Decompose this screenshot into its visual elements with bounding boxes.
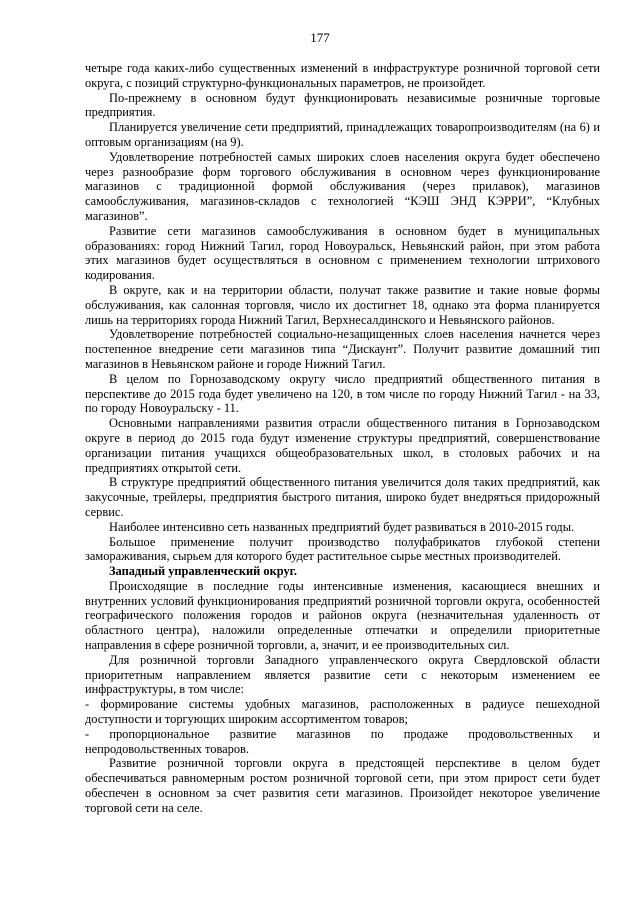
paragraph: В целом по Горнозаводскому округу число предприятий общественного питания в перспективе до 2015 года будет увеличено на 120, в том числе по городу Нижний Тагил - на 33, по городу Новоуральску - 11. [85,371,600,416]
page-number: 177 [310,30,330,45]
section-heading: Западный управленческий округ. [109,564,297,579]
paragraph: Планируется увеличение сети предприятий, принадлежащих товаропроизводителям (на 6) и оптовым организациям (на 9). [85,120,600,149]
paragraph: Удовлетворение потребностей самых широких слоев населения округа будет обеспечено через разнообразие форм торгового обслуживания в основном через функционирование магазинов с традиционной формой обслуживания (через прилавок), магазинов самообслуживания, магазинов-складов с технологией “КЭШ ЭНД КЭРРИ”, “Клубных магазинов”. [85,149,600,223]
paragraph: Большое применение получит производство полуфабрикатов глубокой степени замораживания, сырьем для которого будет растительное сырье местных производителей. [85,534,600,564]
paragraph: Развитие розничной торговли округа в предстоящей перспективе в целом будет обеспечиваться равномерным ростом розничной торговой сети, при этом прирост сети будет обеспечен в основном за счет развития сети магазинов. Произойдет некоторое увеличение торговой сети на селе. [85,756,600,815]
paragraph: четыре года каких-либо существенных изменений в инфраструктуре розничной торговой сети округа, с позиций структурно-функциональных параметров, не произойдет. [85,61,600,90]
list-item: - формирование системы удобных магазинов, расположенных в радиусе пешеходной доступности и торгующих широким ассортиментом товаров; [85,697,600,727]
paragraph: В округе, как и на территории области, получат также развитие и такие новые формы обслуживания, как салонная торговля, число их достигнет 18, однако эта форма планируется лишь на территориях города Нижний Тагил, Верхнесалдинского и Невьянского районов. [85,282,600,327]
paragraph: Наиболее интенсивно сеть названных предприятий будет развиваться в 2010-2015 годы. [109,519,575,534]
paragraph: По-прежнему в основном будут функционировать независимые розничные торговые предприятия. [85,90,600,120]
paragraph: Происходящие в последние годы интенсивные изменения, касающиеся внешних и внутренних условий функционирования предприятий розничной торговли округа, особенностей географического положения городов и районов округа (незначительная удаленность от областного центра), наложили определенные отпечатки и определили приоритетные направления в сфере розничной торговли, а, значит, и ее производительных сил. [85,578,600,653]
list-item: - пропорциональное развитие магазинов по продаже продовольственных и непродовольственных товаров. [85,726,600,756]
paragraph: Для розничной торговли Западного управленческого округа Свердловской области приоритетным направлением является развитие сети с некоторым изменением ее инфраструктуры, в том числе: [85,652,600,697]
paragraph: Удовлетворение потребностей социально-незащищенных слоев населения начнется через постепенное внедрение сети магазинов типа “Дискаунт”. Получит развитие домашний тип магазинов в Невьянском районе и городе Нижний Тагил. [85,327,600,371]
paragraph: Развитие сети магазинов самообслуживания в основном будет в муниципальных образованиях: город Нижний Тагил, город Новоуральск, Невьянский район, при этом работа этих магазинов будет осуществляться в основном с применением технологии штрихового кодирования. [85,223,600,283]
paragraph: В структуре предприятий общественного питания увеличится доля таких предприятий, как закусочные, трейлеры, предприятия быстрого питания, широко будет внедряться придорожный сервис. [85,475,600,519]
body-text [85,61,600,816]
paragraph: Основными направлениями развития отрасли общественного питания в Горнозаводском округе в период до 2015 года будут изменение структуры предприятий, совершенствование организации питания учащихся общеобразовательных школ, в столовых рабочих и на предприятиях открытой сети. [85,416,600,475]
